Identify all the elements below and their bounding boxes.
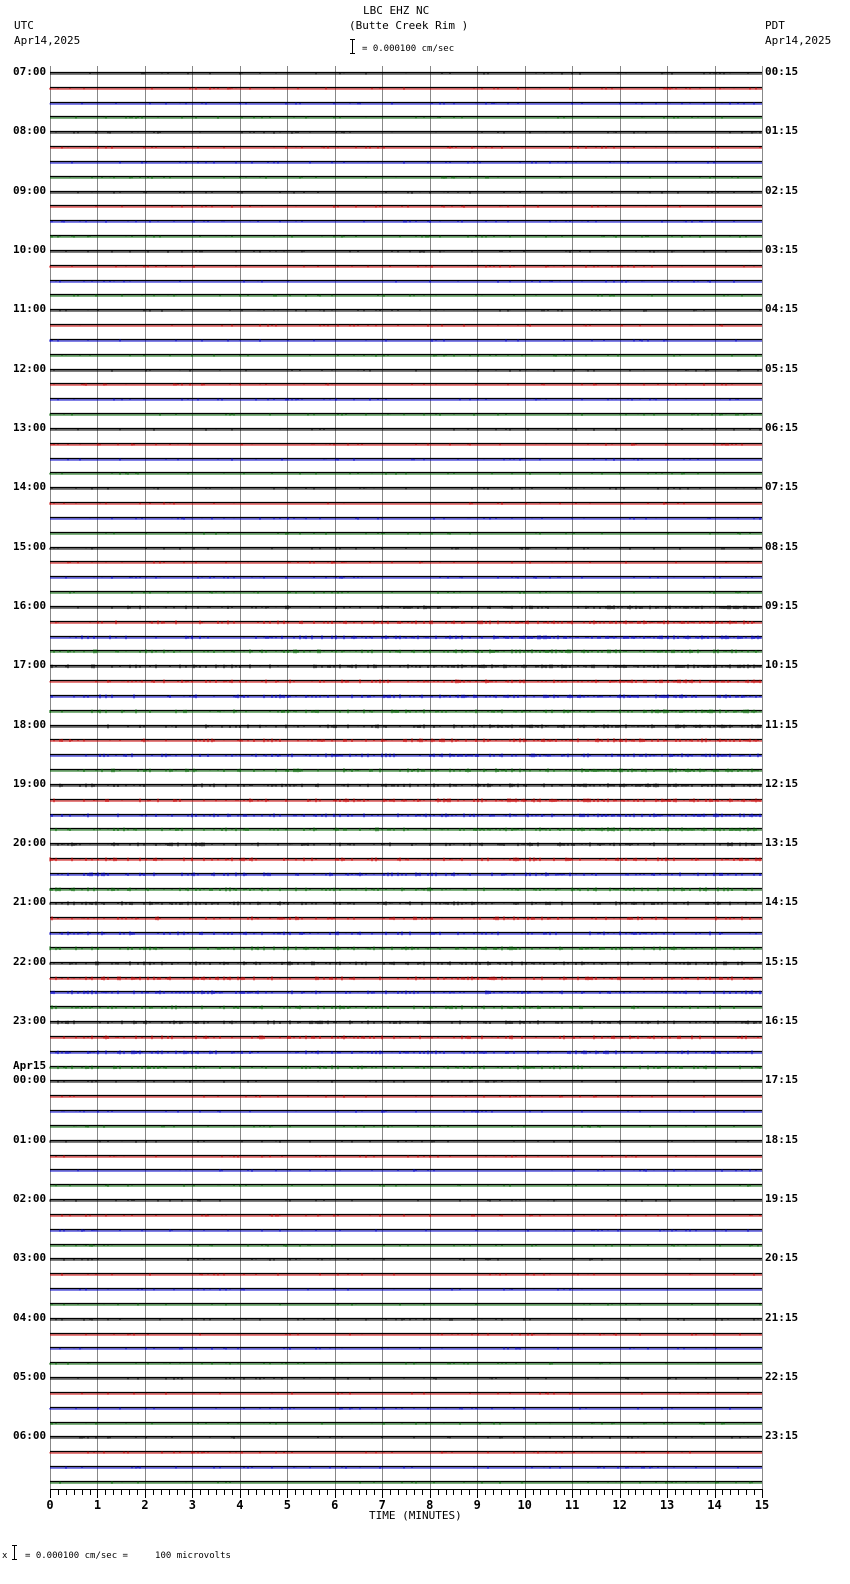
right-date: Apr14,2025 <box>765 34 832 47</box>
right-timezone: PDT <box>765 19 785 32</box>
pdt-hour-label: 14:15 <box>765 895 799 909</box>
utc-hour-label: 00:00 <box>13 1073 47 1087</box>
pdt-hour-label: 18:15 <box>765 1132 799 1146</box>
utc-hour-label: 21:00 <box>13 895 47 909</box>
utc-hour-label: 13:00 <box>13 420 47 434</box>
pdt-hour-label: 01:15 <box>765 124 799 138</box>
utc-hour-label: 12:00 <box>13 361 47 375</box>
left-date: Apr14,2025 <box>14 34 81 47</box>
pdt-hour-label: 07:15 <box>765 480 799 494</box>
pdt-hour-label: 19:15 <box>765 1192 799 1206</box>
pdt-hour-label: 03:15 <box>765 242 799 256</box>
left-timezone: UTC <box>14 19 34 32</box>
utc-hour-label: 04:00 <box>13 1310 47 1324</box>
pdt-hour-label: 22:15 <box>765 1370 799 1384</box>
utc-hour-label: 02:00 <box>13 1192 47 1206</box>
utc-hour-label: 16:00 <box>13 598 47 612</box>
header-scale-text: = 0.000100 cm/sec <box>362 44 455 54</box>
pdt-hour-label: 17:15 <box>765 1073 799 1087</box>
pdt-hour-label: 12:15 <box>765 776 799 790</box>
footer-scale-text: = 0.000100 cm/sec = 100 microvolts <box>25 1551 231 1561</box>
footer-scale-bar-icon <box>14 1545 15 1560</box>
header-site: (Butte Creek Rim ) <box>349 19 469 32</box>
pdt-hour-label: 16:15 <box>765 1014 799 1028</box>
pdt-hour-label: 20:15 <box>765 1251 799 1265</box>
pdt-hour-label: 08:15 <box>765 539 799 553</box>
utc-hour-label: 11:00 <box>13 302 47 316</box>
pdt-hour-label: 00:15 <box>765 65 799 78</box>
utc-hour-label: 15:00 <box>13 539 47 553</box>
utc-hour-label: 22:00 <box>13 954 47 968</box>
utc-hour-label: 06:00 <box>13 1429 47 1443</box>
pdt-hour-label: 02:15 <box>765 183 799 197</box>
pdt-hour-label: 11:15 <box>765 717 799 731</box>
utc-hour-label: 23:00 <box>13 1014 47 1028</box>
pdt-hour-label: 06:15 <box>765 420 799 434</box>
utc-hour-label: 14:00 <box>13 480 47 494</box>
pdt-hour-label: 23:15 <box>765 1429 799 1443</box>
utc-hour-label: 09:00 <box>13 183 47 197</box>
utc-hour-label: 10:00 <box>13 242 47 256</box>
utc-hour-label: 20:00 <box>13 836 47 850</box>
pdt-hour-label: 05:15 <box>765 361 799 375</box>
utc-hour-label: 19:00 <box>13 776 47 790</box>
utc-hour-label: 07:00 <box>13 65 47 78</box>
x-axis-title: TIME (MINUTES) <box>369 1509 462 1522</box>
utc-hour-label: 03:00 <box>13 1251 47 1265</box>
pdt-hour-label: 10:15 <box>765 658 799 672</box>
utc-hour-label: 18:00 <box>13 717 47 731</box>
pdt-hour-label: 09:15 <box>765 598 799 612</box>
pdt-hour-label: 13:15 <box>765 836 799 850</box>
utc-hour-label: 08:00 <box>13 124 47 138</box>
footer-prefix: x <box>2 1551 8 1561</box>
pdt-hour-label: 15:15 <box>765 954 799 968</box>
utc-date-label: Apr15 <box>13 1059 47 1073</box>
utc-hour-label: 05:00 <box>13 1370 47 1384</box>
pdt-hour-label: 04:15 <box>765 302 799 316</box>
pdt-hour-label: 21:15 <box>765 1310 799 1324</box>
utc-hour-label: 01:00 <box>13 1132 47 1146</box>
utc-hour-label: 17:00 <box>13 658 47 672</box>
header-station: LBC EHZ NC <box>363 4 430 17</box>
